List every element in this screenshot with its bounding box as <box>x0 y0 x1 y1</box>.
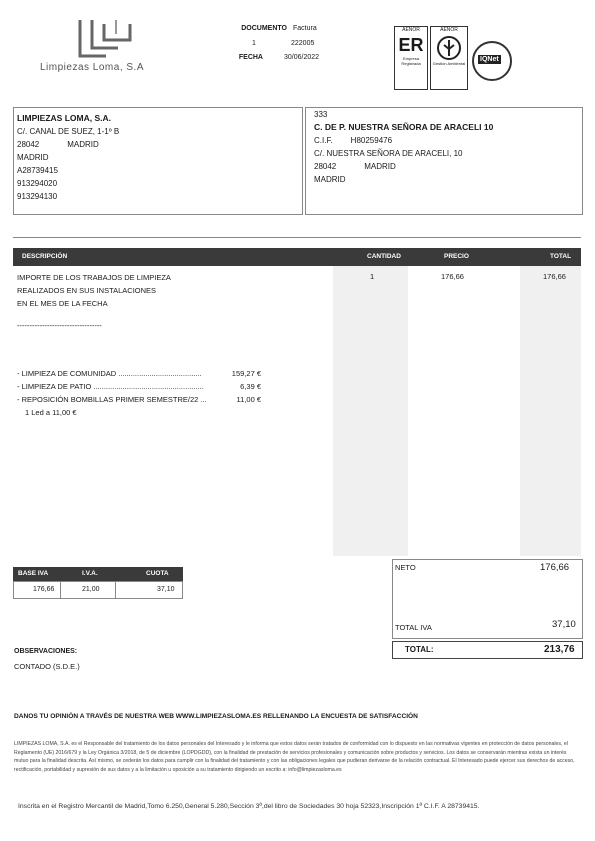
sender-cif: A28739415 <box>17 166 58 175</box>
breakdown-row <box>17 367 267 380</box>
aenor-ambiental-caption: Gestión Ambiental <box>432 61 466 66</box>
total-column-bg <box>520 266 581 556</box>
aenor-ambiental-title: AENOR <box>440 27 458 33</box>
tax-cuota-value: 37,10 <box>157 586 175 593</box>
company-logo-mark-icon <box>72 16 142 60</box>
neto-value: 176,66 <box>540 562 570 573</box>
item-price: 176,66 <box>441 272 464 281</box>
sender-province: MADRID <box>17 153 49 162</box>
total-iva-label: TOTAL IVA <box>395 623 432 632</box>
iqnet-certificate <box>472 41 512 81</box>
quantity-column-bg <box>333 266 408 556</box>
aenor-ambiental-certificate <box>430 26 468 90</box>
header-price: PRECIO <box>444 253 469 260</box>
tax-iva-label: I.V.A. <box>82 570 98 577</box>
document-number: 222005 <box>291 40 315 47</box>
company-logo-text: Limpiezas Loma, S.A <box>40 62 144 73</box>
sender-city: MADRID <box>67 140 99 149</box>
tax-cuota-label: CUOTA <box>146 570 169 577</box>
tax-base-label: BASE IVA <box>18 570 49 577</box>
recipient-name: C. DE P. NUESTRA SEÑORA DE ARACELI 10 <box>314 122 494 132</box>
item-description <box>17 271 171 332</box>
header-quantity: CANTIDAD <box>367 253 401 260</box>
recipient-zip: 28042 <box>314 162 337 171</box>
company-logo <box>40 14 170 78</box>
recipient-city: MADRID <box>364 162 396 171</box>
aenor-er-title: AENOR <box>402 27 420 33</box>
recipient-cif: H80259476 <box>350 136 393 145</box>
date-label: FECHA <box>238 54 263 61</box>
grand-total-label: TOTAL: <box>405 645 434 654</box>
tax-divider-2 <box>115 581 116 598</box>
table-top-rule <box>13 237 581 238</box>
sender-street: C/. CANAL DE SUEZ, 1-1º B <box>17 127 120 136</box>
item-quantity: 1 <box>370 272 375 281</box>
total-iva-value: 37,10 <box>552 619 576 630</box>
aenor-er-certificate <box>394 26 428 90</box>
breakdown-list <box>17 367 267 419</box>
aenor-er-caption: Empresa Registrada <box>401 56 421 66</box>
sender-phone-2: 913294130 <box>17 192 58 201</box>
environment-leaf-icon <box>436 35 462 61</box>
tax-iva-value: 21,00 <box>82 586 100 593</box>
item-separator: ---------------------------------- <box>17 321 102 330</box>
header-total: TOTAL <box>550 253 572 260</box>
document-date: 30/06/2022 <box>284 54 320 61</box>
survey-text: DANOS TU OPINIÓN A TRAVÉS DE NUESTRA WEB WWW.LIMPIEZASLOMA.ES RELLENANDO LA ENCUESTA DE SATISFACCIÓN <box>14 713 418 720</box>
breakdown-amount: 159,27 € <box>231 369 261 378</box>
recipient-street: C/. NUESTRA SEÑORA DE ARACELI, 10 <box>314 149 463 158</box>
breakdown-amount: 6,39 € <box>240 382 261 391</box>
item-total: 176,66 <box>543 272 566 281</box>
breakdown-note: 1 Led a 11,00 € <box>25 408 77 417</box>
tax-divider-1 <box>60 581 61 598</box>
breakdown-label: - LIMPIEZA DE COMUNIDAD ........................................ <box>17 369 202 378</box>
recipient-code: 333 <box>314 110 328 119</box>
recipient-address <box>314 108 493 186</box>
tax-base-value: 176,66 <box>33 586 55 593</box>
neto-label: NETO <box>395 563 416 572</box>
sender-address <box>17 112 119 203</box>
legal-text: LIMPIEZAS LOMA, S.A. es el Responsable del tratamiento de los datos personales del Interesado y le informa que estos datos serán tratados de conformidad con lo dispuesto en las normativas vigentes en protección de datos personales, el Reglamento (UE) 2016/679 y la Ley Orgánica 3/2018, de 5 de diciembre (LOPDGDD), con la finalidad de prestación de servicios profesionales y comunicación sobre productos y servicios. Los datos se conservarán mientras exista un interés mutuo para la finalidad descrita. Así mismo, se cederán los datos para cumplir con la finalidad del tratamiento y con las obligaciones legales que pudieran derivarse de la relación contractual. El Interesado puede ejercer sus derechos de acceso, rectificación, portabilidad y supresión de sus datos y a la limitación u oposición a su tratamiento dirigiendo un escrito a: info@limpiezasloma.es <box>14 741 575 773</box>
sender-zip: 28042 <box>17 140 40 149</box>
item-line-1: IMPORTE DE LOS TRABAJOS DE LIMPIEZA <box>17 273 171 282</box>
document-type: Factura <box>293 25 317 32</box>
breakdown-label: - REPOSICIÓN BOMBILLAS PRIMER SEMESTRE/22 ... <box>17 395 207 404</box>
recipient-province: MADRID <box>314 175 346 184</box>
recipient-cif-label: C.I.F. <box>314 136 333 145</box>
sender-name: LIMPIEZAS LOMA, S.A. <box>17 113 111 123</box>
breakdown-amount: 11,00 € <box>236 395 261 404</box>
items-table-header <box>13 248 581 266</box>
breakdown-row <box>17 380 267 393</box>
grand-total-value: 213,76 <box>544 644 575 655</box>
aenor-er-mark-icon: ER <box>398 35 424 55</box>
document-label: DOCUMENTO <box>241 25 287 32</box>
iqnet-label: IQNet <box>480 56 499 63</box>
observations-label: OBSERVACIONES: <box>14 648 78 655</box>
breakdown-row <box>17 393 267 406</box>
document-series: 1 <box>252 40 256 47</box>
registry-text: Inscrita en el Registro Mercantil de Madrid,Tomo 6.250,General 5.280,Sección 3ª,del libro de Sociedades 30 hoja 52323,Inscripción 1ª C.I.F. A 28739415. <box>18 803 480 810</box>
header-description: DESCRIPCIÓN <box>22 253 68 260</box>
tax-header <box>13 567 183 581</box>
item-line-2: REALIZADOS EN SUS INSTALACIONES <box>17 286 157 295</box>
sender-phone-1: 913294020 <box>17 179 58 188</box>
observations-value: CONTADO (S.D.E.) <box>14 662 80 671</box>
breakdown-label: - LIMPIEZA DE PATIO ..................................................... <box>17 382 204 391</box>
item-line-3: EN EL MES DE LA FECHA <box>17 299 108 308</box>
